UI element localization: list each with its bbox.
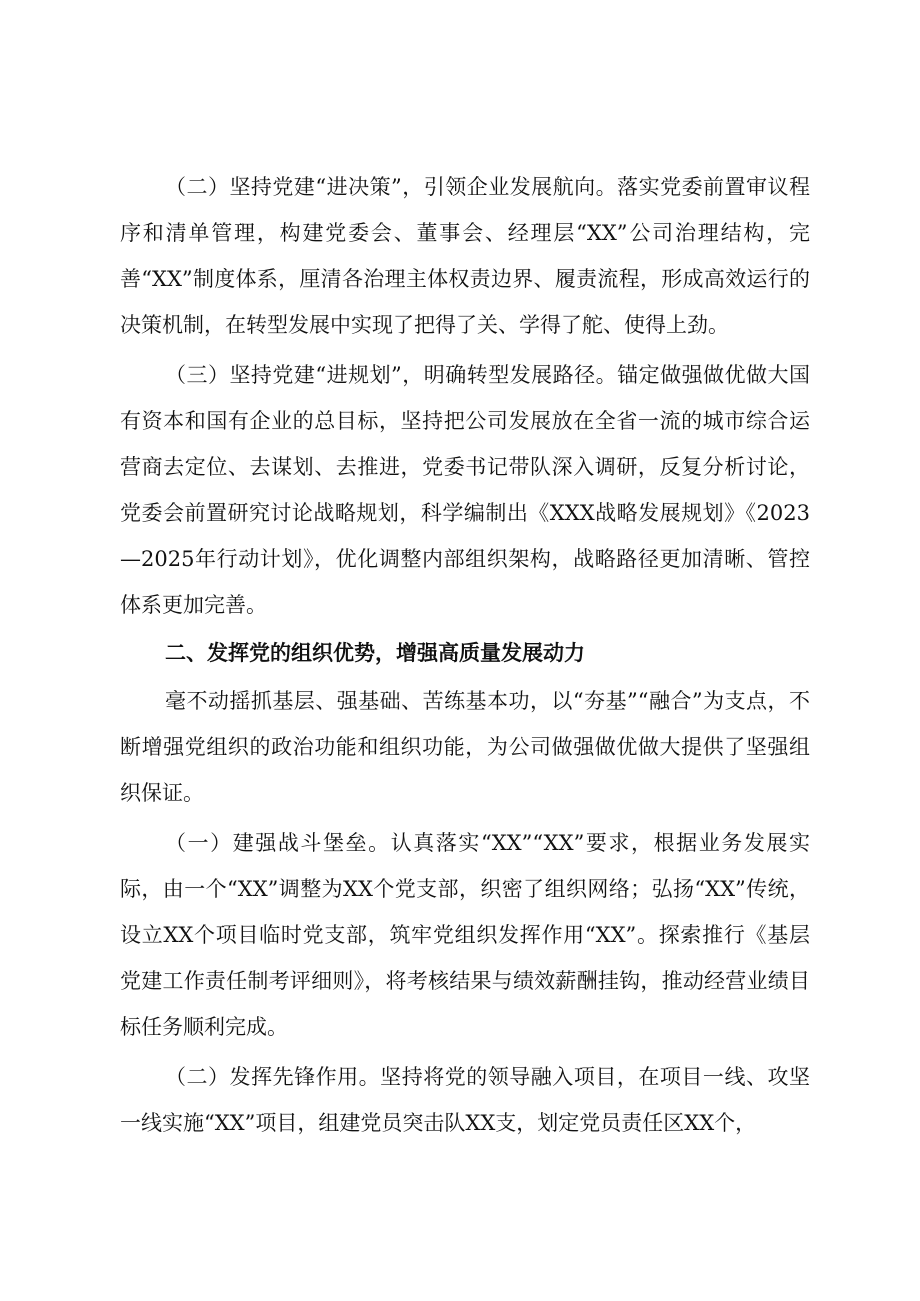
- paragraph-intro: 毫不动摇抓基层、强基础、苦练基本功，以“夯基”“融合”为支点，不断增强党组织的政治功能和组织功能，为公司做强做优做大提供了坚强组织保证。: [120, 689, 810, 805]
- document-body: [120, 164, 810, 1146]
- paragraph-planning: （三）坚持党建“进规划”，明确转型发展路径。锚定做强做优做大国有资本和国有企业的总目标，坚持把公司发展放在全省一流的城市综合运营商去定位、去谋划、去推进，党委书记带队深入调研，反复分析讨论，党委会前置研究讨论战略规划，科学编制出《XXX战略发展规划》《2023—2025年行动计划》，优化调整内部组织架构，战略路径更加清晰、管控体系更加完善。: [120, 363, 810, 617]
- section-heading: 二、发挥党的组织优势，增强高质量发展动力: [165, 641, 585, 665]
- paragraph-decision: （二）坚持党建“进决策”，引领企业发展航向。落实党委前置审议程序和清单管理，构建党委会、董事会、经理层“XX”公司治理结构，完善“XX”制度体系，厘清各治理主体权责边界、履责流程，形成高效运行的决策机制，在转型发展中实现了把得了关、学得了舵、使得上劲。: [120, 175, 810, 337]
- paragraph-pioneer: （二）发挥先锋作用。坚持将党的领导融入项目，在项目一线、攻坚一线实施“XX”项目，组建党员突击队XX支，划定党员责任区XX个，: [120, 1065, 810, 1135]
- paragraph-fortress: （一）建强战斗堡垒。认真落实“XX”“XX”要求，根据业务发展实际，由一个“XX”调整为XX个党支部，织密了组织网络；弘扬“XX”传统，设立XX个项目临时党支部，筑牢党组织发挥作用“XX”。探索推行《基层党建工作责任制考评细则》，将考核结果与绩效薪酬挂钩，推动经营业绩目标任务顺利完成。: [120, 831, 810, 1039]
